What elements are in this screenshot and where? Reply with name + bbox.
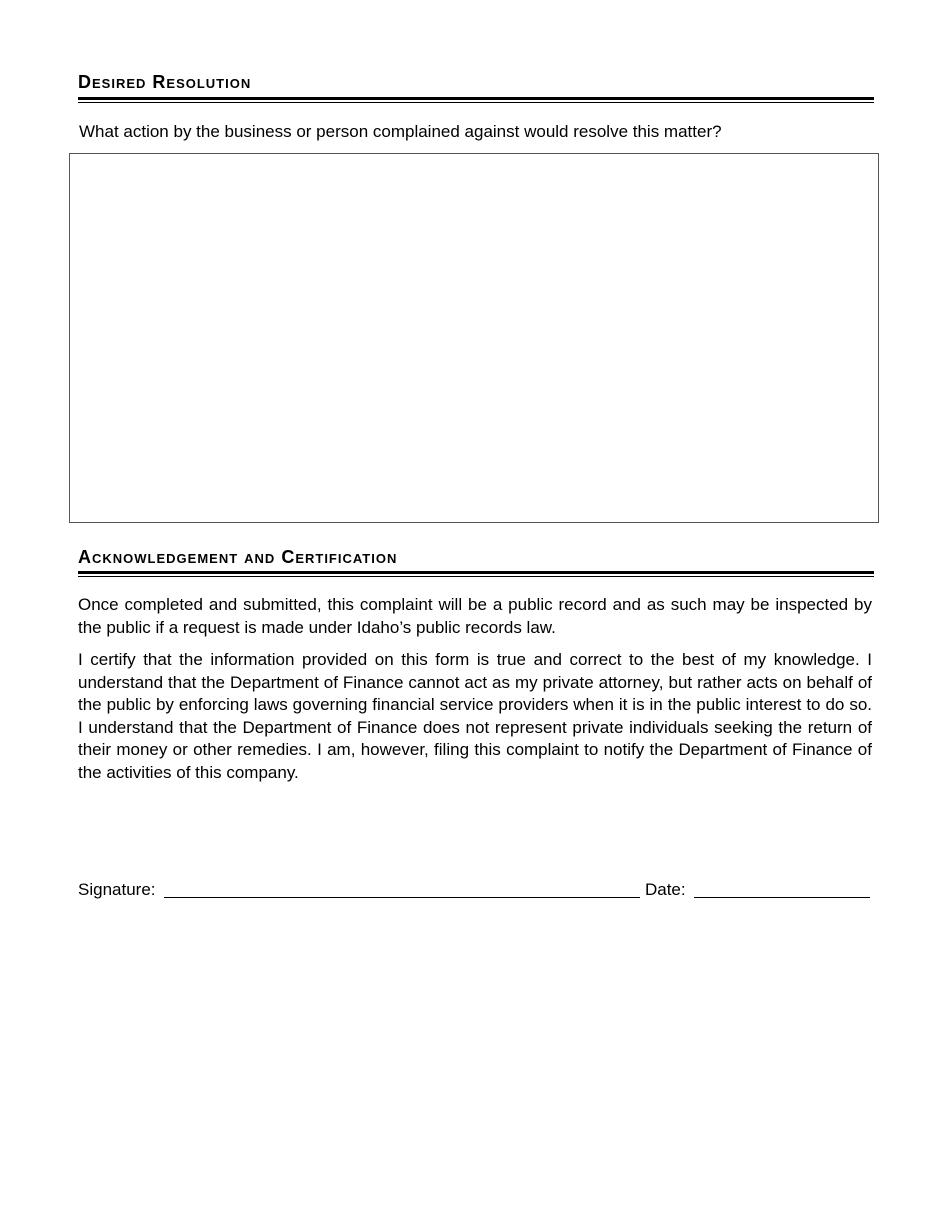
public-record-notice: Once completed and submitted, this complaint will be a public record and as such may be inspected by the public if a request is made under Idaho’s public records law. (78, 595, 872, 637)
resolution-question: What action by the business or person complained against would resolve this matter? (79, 122, 722, 141)
date-field[interactable] (694, 880, 870, 898)
signature-row (78, 879, 874, 901)
signature-label: Signature: (78, 880, 156, 899)
desired-resolution-rule-thick (78, 97, 874, 100)
resolution-answer-box[interactable] (69, 153, 879, 523)
acknowledgement-rule-thin (78, 576, 874, 577)
certification-statement: I certify that the information provided on this form is true and correct to the best of my knowledge. I understand that the Department of Finance cannot act as my private attorney, but rather acts on behalf of the public by enforcing laws governing financial service providers when it is in the public interest to do so. I understand that the Department of Finance does not represent private individuals seeking the return of their money or other remedies. I am, however, filing this complaint to notify the Department of Finance of the activities of this company. (78, 650, 872, 782)
acknowledgement-rule-thick (78, 571, 874, 574)
signature-field[interactable] (164, 880, 640, 898)
desired-resolution-rule-thin (78, 102, 874, 103)
date-label: Date: (644, 880, 686, 899)
desired-resolution-heading: Desired Resolution (78, 72, 252, 92)
acknowledgement-heading: Acknowledgement and Certification (78, 547, 398, 567)
